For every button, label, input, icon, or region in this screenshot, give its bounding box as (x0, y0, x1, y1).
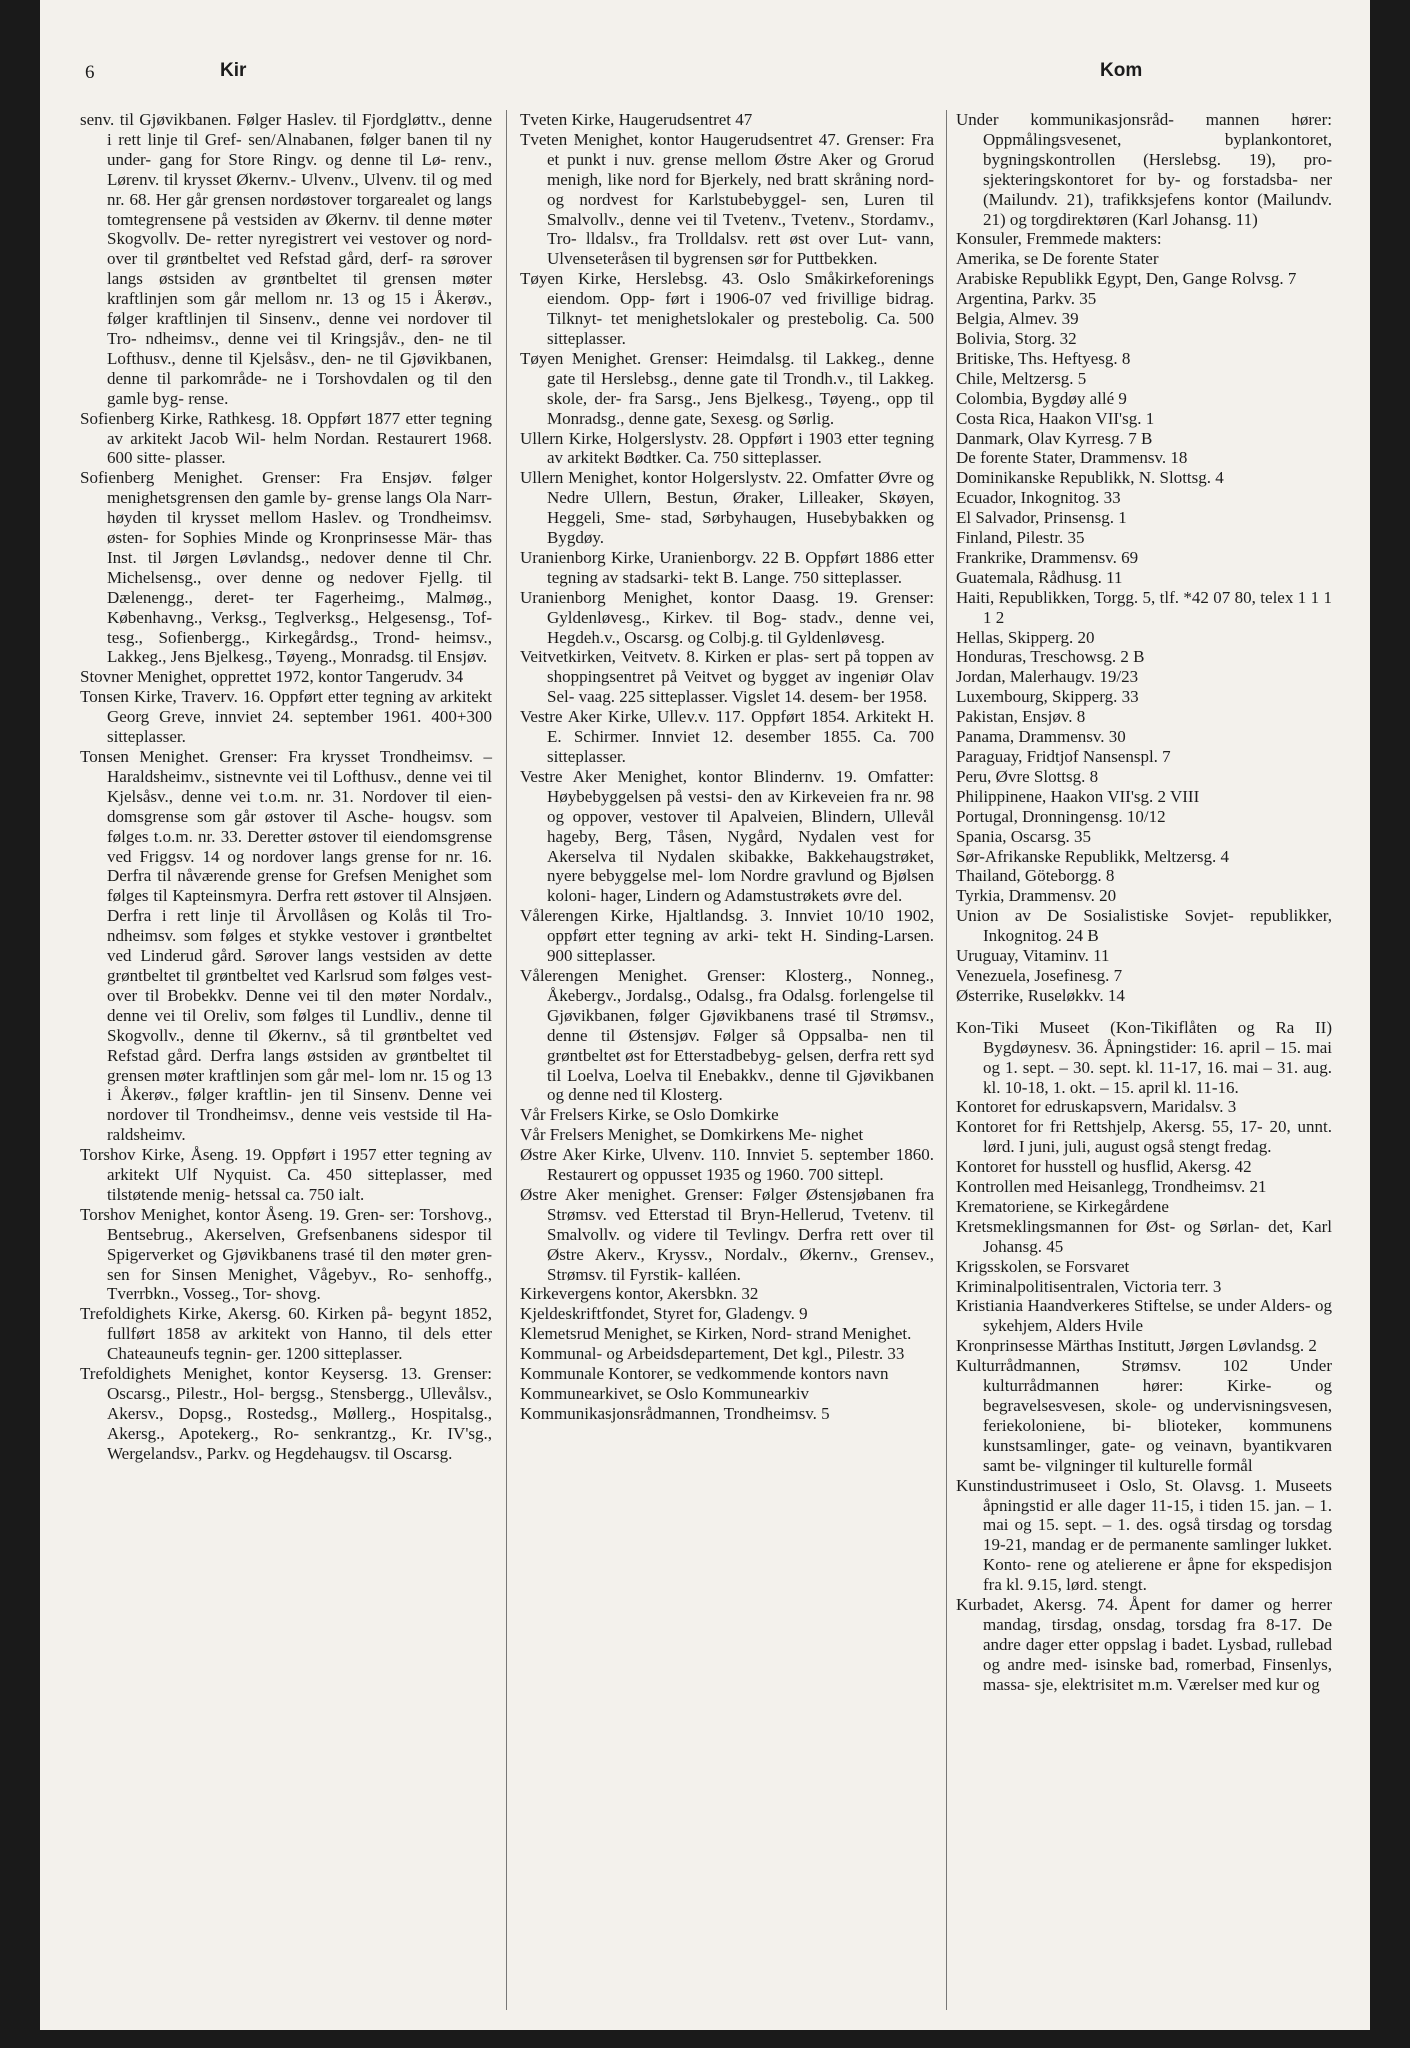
directory-entry: Belgia, Almev. 39 (956, 309, 1079, 329)
directory-entry: Østerrike, Ruseløkkv. 14 (956, 985, 1125, 1005)
directory-entry: Trefoldighets Kirke, Akersg. 60. Kirken på- begynt 1852, fullført 1858 av arkitekt von Hanno, til dels etter Chateauneufs tegnin- ger. 1200 sitteplasser. (80, 1304, 492, 1364)
directory-entry: Ullern Menighet, kontor Holgerslystv. 22. Omfatter Øvre og Nedre Ullern, Bestun, Øraker, Lilleaker, Skøyen, Heggeli, Sme- stad, Sørbyhaugen, Husebybakken og Bygdøy. (520, 468, 934, 548)
page-number: 6 (85, 62, 95, 83)
directory-entry: Portugal, Dronningensg. 10/12 (956, 806, 1166, 826)
directory-entry: Vår Frelsers Kirke, se Oslo Domkirke (520, 1105, 779, 1125)
directory-entry: Luxembourg, Skipperg. 33 (956, 687, 1139, 707)
right-guide-word: Kom (1100, 60, 1143, 81)
page-header (40, 0, 1370, 110)
directory-entry: Frankrike, Drammensv. 69 (956, 547, 1139, 567)
directory-entry: Trefoldighets Menighet, kontor Keysersg. 13. Grenser: Oscarsg., Pilestr., Hol- bergsg., Stensbergg., Ullevålsv., Akersv., Dopsg., Rostedsg., Møllerg., Hospitalsg., Akersg., Apotekerg., Ro- senkrantzg., Kr. IV'sg., Wergelandsv., Parkv. og Hegdehaugsv. til Oscarsg. (80, 1364, 492, 1463)
directory-entry: Krematoriene, se Kirkegårdene (956, 1196, 1169, 1216)
directory-entry: Philippinene, Haakon VII'sg. 2 VIII (956, 786, 1200, 806)
directory-entry: Torshov Kirke, Åseng. 19. Oppført i 1957 etter tegning av arkitekt Ulf Nyquist. Ca. 450 sitteplasser, med tilstøtende menig- hetssal ca. 750 ialt. (80, 1145, 492, 1204)
directory-entry: Vestre Aker Kirke, Ullev.v. 117. Oppført 1854. Arkitekt H. E. Schirmer. Innviet 12. desember 1855. Ca. 700 sitteplasser. (520, 707, 934, 766)
directory-entry: De forente Stater, Drammensv. 18 (956, 448, 1188, 468)
directory-entry: senv. til Gjøvikbanen. Følger Haslev. til Fjordgløttv., denne i rett linje til Gref- sen/Alnabanen, følger banen til ny under- gang for Store Ringv. og denne til Lø- renv., Lørenv. til krysset Økernv.- Ulvenv., Ulvenv. til og med nr. 68. Her går grensen nordøstover torgarealet og langs tomtegrensene på vestsiden av Økernv. til denne møter Skogvollv. De- retter nyregistrert vei vestover og nord- over til grøntbeltet ved Refstad gård, derf- ra sørover langs østsiden av grøntbeltet til grensen møter kraftlinjen som går mellom nr. 13 og 15 i Åkerøv., følger kraftlinjen til Sinsenv., denne vei nordover til Tro- ndheimsv., denne vei til Kringsjåv., den- ne til Lofthusv., denne til Kjelsåsv., den- ne til Gjøvikbanen, denne til parkområde- ne i Torshovdalen og til den gamle byg- rense. (80, 110, 492, 408)
directory-entry: Kon-Tiki Museet (Kon-Tikiflåten og Ra II) Bygdøynesv. 36. Åpningstider: 16. april – 15. mai og 1. sept. – 30. sept. kl. 11-17, 16. mai – 31. aug. kl. 10-18, 1. okt. – 15. april kl. 11-16. (956, 1017, 1332, 1097)
directory-entry: Hellas, Skipperg. 20 (956, 627, 1095, 647)
directory-entry: Kunstindustrimuseet i Oslo, St. Olavsg. 1. Museets åpningstid er alle dager 11-15, i tiden 15. jan. – 1. mai og 15. sept. – 1. des. også tirsdag og torsdag 19-21, mandag er de permanente samlinger lukket. Konto- rene og atelierene er åpne for ekspedisjon fra kl. 9.15, lørd. stengt. (956, 1475, 1332, 1595)
directory-entry: Sør-Afrikanske Republikk, Meltzersg. 4 (956, 846, 1230, 866)
directory-entry: Kriminalpolitisentralen, Victoria terr. 3 (956, 1276, 1222, 1296)
directory-entry: Ullern Kirke, Holgerslystv. 28. Oppført i 1903 etter tegning av arkitekt Bødtker. Ca. 750 sitteplasser. (520, 428, 934, 468)
directory-entry: Uranienborg Kirke, Uranienborgv. 22 B. Oppført 1886 etter tegning av stadsarki- tekt B. Lange. 750 sitteplasser. (520, 547, 934, 587)
directory-entry: Costa Rica, Haakon VII'sg. 1 (956, 408, 1155, 428)
directory-entry: Panama, Drammensv. 30 (956, 727, 1126, 747)
directory-entry: Tøyen Menighet. Grenser: Heimdalsg. til Lakkeg., denne gate til Herslebsg., denne gate til Trondh.v., til Lakkeg. skole, der- fra Sarsg., Jens Bjelkesg., Tøyeng., opp til Monradsg., denne gate, Sexesg. og Sørlig. (520, 348, 934, 428)
directory-entry: Kommunikasjonsrådmannen, Trondheimsv. 5 (520, 1403, 830, 1423)
directory-entry: El Salvador, Prinsensg. 1 (956, 508, 1127, 528)
directory-entry: Vålerengen Menighet. Grenser: Klosterg., Nonneg., Åkebergv., Jordalsg., Odalsg., fra Odalsg. forlengelse til Gjøvikbanen, følger Gjøvikbanens trasé til Strømsv., denne til Østensjøv. Følger så Oppsalba- nen til grøntbeltet øst for Etterstadbebyg- gelsen, derfra rett syd til Loelva, Loelva til Enebakkv., denne til Gjøvikbanen og denne ned til Klosterg. (520, 965, 934, 1105)
directory-entry: Kontoret for edruskapsvern, Maridalsv. 3 (956, 1097, 1237, 1117)
directory-entry: Konsuler, Fremmede makters: (956, 229, 1162, 249)
directory-entry: Uranienborg Menighet, kontor Daasg. 19. Grenser: Gyldenløvesg., Kirkev. til Bog- stadv., denne vei, Hegdeh.v., Oscarsg. og Colbj.g. til Gyldenløvesg. (520, 587, 934, 647)
directory-entry: Kretsmeklingsmannen for Øst- og Sørlan- det, Karl Johansg. 45 (956, 1216, 1332, 1256)
directory-entry: Kulturrådmannen, Strømsv. 102 Under kulturrådmannen hører: Kirke- og begravelsesvesen, skole- og undervisningsvesen, feriekoloniene, bi- blioteker, kommunens kunstsamlinger, gate- og veinavn, byantikvaren samt be- vilgninger til kulturelle formål (956, 1356, 1332, 1475)
directory-entry: Kommunearkivet, se Oslo Kommunearkiv (520, 1384, 809, 1403)
directory-entry: Finland, Pilestr. 35 (956, 528, 1085, 548)
directory-entry: Østre Aker menighet. Grenser: Følger Østensjøbanen fra Strømsv. ved Etterstad til Bryn-Hellerud, Tvetenv. til Smalvollv. og videre til Tevlingv. Derfra rett over til Østre Akerv., Kryssv., Nordalv., Økernv., Grensev., Strømsv. til Fyrstik- kalléen. (520, 1184, 934, 1284)
directory-entry: Østre Aker Kirke, Ulvenv. 110. Innviet 5. september 1860. Restaurert og oppusset 1935 og 1960. 700 sittepl. (520, 1145, 934, 1185)
column-3 (956, 110, 1332, 1695)
directory-entry: Amerika, se De forente Stater (956, 249, 1159, 269)
column-1 (80, 110, 492, 1464)
directory-entry: Stovner Menighet, opprettet 1972, kontor Tangerudv. 34 (80, 667, 464, 687)
directory-entry: Dominikanske Republikk, N. Slottsg. 4 (956, 468, 1224, 488)
directory-entry: Kurbadet, Akersg. 74. Åpent for damer og herrer mandag, tirsdag, onsdag, torsdag fra 8-17. De andre dager etter oppslag i badet. Lysbad, rullebad og andre med- isinske bad, romerbad, Finsenlys, massa- sje, elektrisitet m.m. Værelser med kur og (956, 1595, 1332, 1694)
directory-entry: Vår Frelsers Menighet, se Domkirkens Me- nighet (520, 1125, 864, 1145)
directory-entry: Jordan, Malerhaugv. 19/23 (956, 667, 1139, 687)
directory-entry: Torshov Menighet, kontor Åseng. 19. Gren- ser: Torshovg., Bentsebrug., Akerselven, Grefsenbanens sidespor til Spigerverket og Gjøvikbanens trasé til den møter gren- sen for Sinsen Menighet, Vågebyv., Ro- senhoffg., Tverrbkn., Vosseg., Tor- shovg. (80, 1204, 492, 1304)
directory-entry: Kontrollen med Heisanlegg, Trondheimsv. 21 (956, 1177, 1267, 1197)
directory-entry: Tonsen Menighet. Grenser: Fra krysset Trondheimsv. – Haraldsheimv., sistnevnte vei til Lofthusv., denne vei til Kjelsåsv., denne vei t.o.m. nr. 31. Nordover til eien- domsgrense som går østover til Asche- hougsv. som følges t.o.m. nr. 33. Deretter østover til eiendomsgrense ved Friggsv. 14 og nordover langs grense for nr. 16. Derfra til nåværende grense for Grefsen Menighet som følges til Kapteinsmyra. Derfra rett østover til Alnsjøen. Derfra i rett linje til Årvollåsen og Kolås til Tro- ndheimsv. som følges et stykke vestover i grøntbeltet ved Linderud gård. Sørover langs vestsiden av dette grøntbeltet til grøntbeltet ved Karlsrud som følges vest- over til Brobekkv. Denne vei til den møter Nordalv., denne vei til Oreliv, som følges til Lundliv., denne til Skogvollv., denne til Økernv., så til grøntbeltet ved Refstad gård. Derfra langs østsiden av grøntbeltet til grensen møter kraftlinjen som går mel- lom nr. 15 og 13 i Åkerøv., følger kraftlin- jen til Sinsenv. Denne vei nordover til Trondheimsv., denne veis vestside til Ha- raldsheimv. (80, 747, 492, 1145)
directory-entry: Honduras, Treschowsg. 2 B (956, 647, 1145, 667)
directory-entry: Chile, Meltzersg. 5 (956, 368, 1087, 388)
directory-entry: Tveten Kirke, Haugerudsentret 47 (520, 110, 753, 129)
directory-entry: Union av De Sosialistiske Sovjet- republikker, Inkognitog. 24 B (956, 906, 1332, 946)
column-2 (520, 110, 934, 1424)
directory-entry: Thailand, Göteborgg. 8 (956, 866, 1115, 886)
directory-entry: Spania, Oscarsg. 35 (956, 826, 1092, 846)
directory-entry: Vålerengen Kirke, Hjaltlandsg. 3. Innviet 10/10 1902, oppført etter tegning av arki- tekt H. Sinding-Larsen. 900 sitteplasser. (520, 906, 934, 966)
directory-entry: Kjeldeskriftfondet, Styret for, Gladengv. 9 (520, 1304, 808, 1324)
directory-entry: Bolivia, Storg. 32 (956, 328, 1077, 348)
directory-entry: Veitvetkirken, Veitvetv. 8. Kirken er plas- sert på toppen av shoppingsentret på Veitvet og bygget av ingeniør Olav Sel- vaag. 225 sitteplasser. Vigslet 14. desem- ber 1958. (520, 647, 934, 707)
directory-entry: Argentina, Parkv. 35 (956, 289, 1097, 309)
directory-entry: Tyrkia, Drammensv. 20 (956, 886, 1117, 906)
directory-entry: Colombia, Bygdøy allé 9 (956, 388, 1127, 408)
directory-entry: Tonsen Kirke, Traverv. 16. Oppført etter tegning av arkitekt Georg Greve, innviet 24. september 1961. 400+300 sitteplasser. (80, 687, 492, 747)
directory-entry: Kirkevergens kontor, Akersbkn. 32 (520, 1284, 759, 1304)
directory-entry: Tveten Menighet, kontor Haugerudsentret 47. Grenser: Fra et punkt i nuv. grense mellom Østre Aker og Grorud menigh, like nord for Bjerkely, ned bratt skråning nord- og nordvest for Karlstubebyggel- sen, Luren til Smalvollv., denne vei til Tvetenv., Tvetenv., Stordamv., Tro- lldalsv., fra Trolldalsv. rett øst over Lut- vann, Ulvenseteråsen til bygrensen sør for Puttbekken. (520, 129, 934, 269)
directory-entry: Kontoret for fri Rettshjelp, Akersg. 55, 17- 20, unnt. lørd. I juni, juli, august også stengt fredag. (956, 1117, 1332, 1157)
directory-entry: Vestre Aker Menighet, kontor Blindernv. 19. Omfatter: Høybebyggelsen på vestsi- den av Kirkeveien fra nr. 98 og oppover, vestover til Apalveien, Blindern, Ullevål hageby, Berg, Tåsen, Nygård, Nydalen vest for Akerselva til Nydalen skibakke, Bakkehaugstrøket, nyere bebyggelse mel- lom Nordre gravlund og Bjølsen koloni- hager, Lindern og Adamstustrøkets øvre del. (520, 766, 934, 906)
directory-entry: Tøyen Kirke, Herslebsg. 43. Oslo Småkirkeforenings eiendom. Opp- ført i 1906-07 ved frivillige bidrag. Tilknyt- tet menighetslokaler og prestebolig. Ca. 500 sitteplasser. (520, 269, 934, 348)
directory-entry: Haiti, Republikken, Torgg. 5, tlf. *42 07 80, telex 1 1 1 1 2 (956, 587, 1332, 627)
directory-page (40, 0, 1370, 2030)
directory-entry: Venezuela, Josefinesg. 7 (956, 965, 1123, 985)
directory-entry: Kristiania Haandverkeres Stiftelse, se under Alders- og sykehjem, Alders Hvile (956, 1296, 1332, 1336)
directory-entry: Sofienberg Kirke, Rathkesg. 18. Oppført 1877 etter tegning av arkitekt Jacob Wil- helm Nordan. Restaurert 1968. 600 sitte- plasser. (80, 408, 492, 468)
directory-entry: Pakistan, Ensjøv. 8 (956, 707, 1086, 727)
directory-entry: Ecuador, Inkognitog. 33 (956, 488, 1121, 508)
column-divider (946, 110, 947, 2010)
directory-entry: Kronprinsesse Märthas Institutt, Jørgen Løvlandsg. 2 (956, 1336, 1317, 1356)
directory-entry: Guatemala, Rådhusg. 11 (956, 567, 1123, 587)
directory-entry: Uruguay, Vitaminv. 11 (956, 946, 1110, 966)
directory-entry: Kontoret for husstell og husflid, Akersg. 42 (956, 1157, 1252, 1177)
directory-entry: Peru, Øvre Slottsg. 8 (956, 766, 1099, 786)
directory-entry: Kommunale Kontorer, se vedkommende kontors navn (520, 1364, 889, 1384)
directory-entry: Kommunal- og Arbeidsdepartement, Det kgl., Pilestr. 33 (520, 1344, 905, 1364)
column-divider (506, 110, 507, 2010)
directory-entry: Klemetsrud Menighet, se Kirken, Nord- strand Menighet. (520, 1324, 912, 1344)
directory-entry: Krigsskolen, se Forsvaret (956, 1256, 1130, 1276)
directory-entry: Arabiske Republikk Egypt, Den, Gange Rolvsg. 7 (956, 269, 1297, 289)
directory-entry: Under kommunikasjonsråd- mannen hører: Oppmålingsvesenet, byplankontoret, bygningskontrollen (Herslebsg. 19), pro- sjekteringskontoret for by- og forstadsba- ner (Mailundv. 21), trafikksjefens kontor (Mailundv. 21) og torgdirektøren (Karl Johansg. 11) (956, 110, 1332, 229)
directory-entry: Britiske, Ths. Heftyesg. 8 (956, 348, 1131, 368)
directory-entry: Danmark, Olav Kyrresg. 7 B (956, 428, 1153, 448)
left-guide-word: Kir (220, 60, 247, 81)
directory-entry: Sofienberg Menighet. Grenser: Fra Ensjøv. følger menighetsgrensen den gamle by- grense langs Ola Narr-høyden til krysset mellom Haslev. og Trondheimsv. østen- for Sophies Minde og Kronprinsesse Mär- thas Inst. til Jørgen Løvlandsg., nedover denne til Chr. Michelsensg., over denne og nedover Fjellg. til Dælenengg., deret- ter Fagerheimg., Malmøg., Københavng., Verksg., Teglverksg., Helgesensg., Tof- tesg., Sofienbergg., Kirkegårdsg., Trond- heimsv., Lakkeg., Jens Bjelkesg., Tøyeng., Monradsg. til Ensjøv. (80, 468, 492, 667)
directory-entry: Paraguay, Fridtjof Nansenspl. 7 (956, 747, 1171, 766)
